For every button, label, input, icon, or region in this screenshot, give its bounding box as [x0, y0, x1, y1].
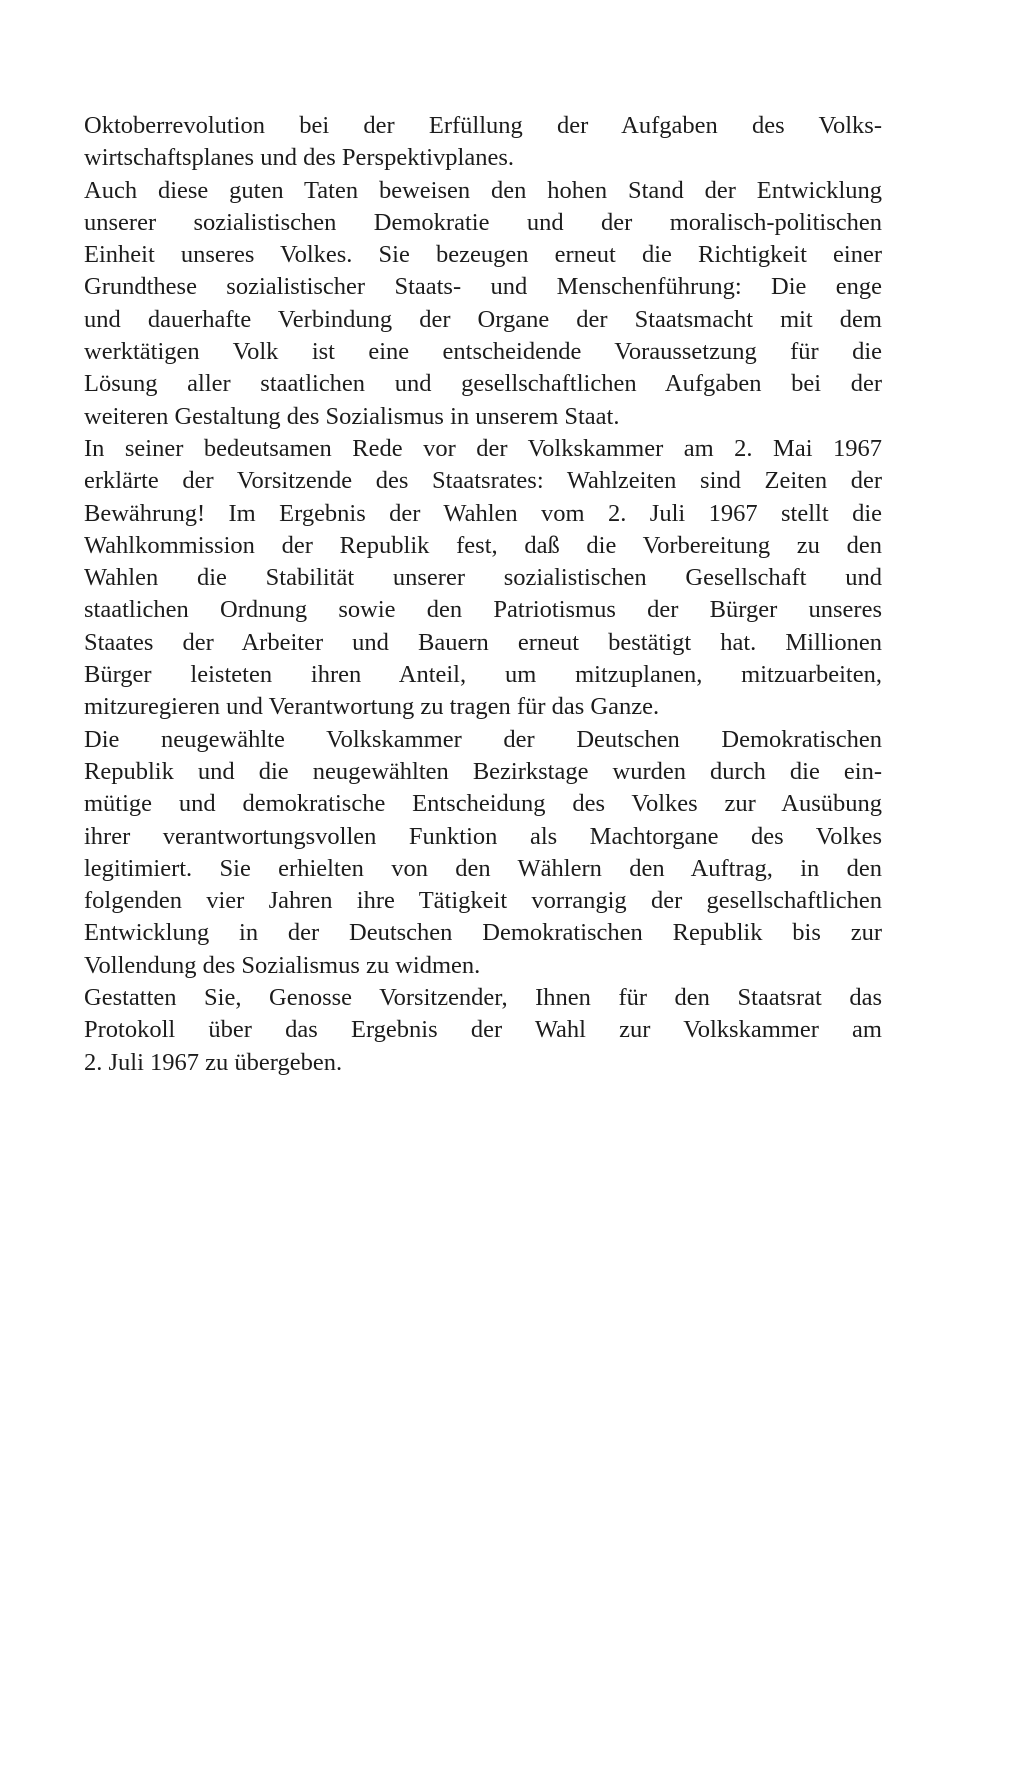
- text-line: erklärte der Vorsitzende des Staatsrates: Wahlzeiten sind Zeiten der: [84, 467, 882, 495]
- text-line: Einheit unseres Volkes. Sie bezeugen erneut die Richtigkeit einer: [84, 241, 882, 269]
- text-line: Protokoll über das Ergebnis der Wahl zur Volkskammer am: [84, 1016, 882, 1044]
- text-line: Staates der Arbeiter und Bauern erneut bestätigt hat. Millionen: [84, 628, 882, 656]
- text-line: Lösung aller staatlichen und gesellschaftlichen Aufgaben bei der: [84, 370, 882, 398]
- text-line: folgenden vier Jahren ihre Tätigkeit vorrangig der gesellschaftlichen: [84, 887, 882, 915]
- text-line: Entwicklung in der Deutschen Demokratischen Republik bis zur: [84, 919, 882, 947]
- text-line: In seiner bedeutsamen Rede vor der Volkskammer am 2. Mai 1967: [84, 434, 882, 462]
- text-line: Bürger leisteten ihren Anteil, um mitzuplanen, mitzuarbeiten,: [84, 661, 882, 689]
- text-line: mitzuregieren und Verantwortung zu tragen für das Ganze.: [84, 693, 660, 721]
- text-line: Vollendung des Sozialismus zu widmen.: [84, 951, 481, 979]
- text-line: mütige und demokratische Entscheidung des Volkes zur Ausübung: [84, 790, 882, 818]
- text-line: Bewährung! Im Ergebnis der Wahlen vom 2. Juli 1967 stellt die: [84, 499, 882, 527]
- text-line: Gestatten Sie, Genosse Vorsitzender, Ihnen für den Staatsrat das: [84, 984, 882, 1012]
- text-line: Oktoberrevolution bei der Erfüllung der Aufgaben des Volks-: [84, 112, 882, 139]
- text-line: und dauerhafte Verbindung der Organe der Staatsmacht mit dem: [84, 305, 882, 333]
- text-line: Auch diese guten Taten beweisen den hohen Stand der Entwicklung: [84, 176, 882, 204]
- text-line: legitimiert. Sie erhielten von den Wählern den Auftrag, in den: [84, 854, 882, 882]
- text-line: unserer sozialistischen Demokratie und der moralisch-politischen: [84, 208, 882, 236]
- text-line: ihrer verantwortungsvollen Funktion als Machtorgane des Volkes: [84, 822, 882, 850]
- text-line: werktätigen Volk ist eine entscheidende Voraussetzung für die: [84, 338, 882, 366]
- text-line: 2. Juli 1967 zu übergeben.: [84, 1048, 343, 1076]
- text-line: Die neugewählte Volkskammer der Deutschen Demokratischen: [84, 725, 882, 753]
- text-line: Grundthese sozialistischer Staats- und Menschenführung: Die enge: [84, 273, 882, 301]
- body-text: [84, 110, 882, 1079]
- text-line: Republik und die neugewählten Bezirkstage wurden durch die ein-: [84, 757, 882, 785]
- text-line: wirtschaftsplanes und des Perspektivplanes.: [84, 144, 515, 172]
- text-line: Wahlen die Stabilität unserer sozialistischen Gesellschaft und: [84, 564, 882, 592]
- text-line: weiteren Gestaltung des Sozialismus in unserem Staat.: [84, 402, 620, 430]
- text-line: Wahlkommission der Republik fest, daß die Vorbereitung zu den: [84, 531, 882, 559]
- text-line: staatlichen Ordnung sowie den Patriotismus der Bürger unseres: [84, 596, 882, 624]
